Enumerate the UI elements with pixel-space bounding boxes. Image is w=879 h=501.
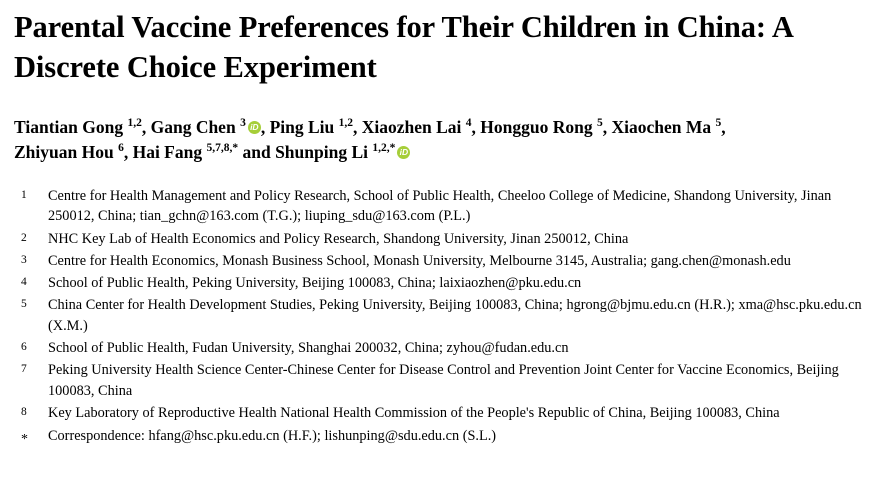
- affiliation-marker: 1: [21, 188, 27, 201]
- author-separator: , Xiaozhen Lai: [353, 117, 466, 138]
- affiliation-marker: 2: [21, 231, 27, 244]
- affiliation-item: [14, 360, 863, 401]
- author-separator: , Gang Chen: [141, 117, 241, 138]
- author-separator: , Hongguo Rong: [471, 117, 597, 138]
- author-list: [14, 115, 863, 165]
- page-title: Parental Vaccine Preferences for Their Children in China: A Discrete Choice Experiment: [14, 10, 793, 84]
- affiliation-item: [14, 295, 863, 336]
- author-affiliation-marker: 1,2: [338, 117, 353, 130]
- affiliation-list: [14, 186, 863, 451]
- author-affiliation-marker: 4: [465, 117, 472, 130]
- correspondence-item: [14, 426, 863, 451]
- affiliation-item: [14, 338, 863, 359]
- affiliation-marker: 4: [21, 276, 27, 289]
- author-separator: , Xiaochen Ma: [602, 117, 716, 138]
- affiliation-text: China Center for Health Development Studies, Peking University, Beijing 100083, China; hgrong@bjmu.edu.cn (H.R.); xma@hsc.pku.edu.cn (X.M.): [48, 297, 862, 334]
- affiliation-text: School of Public Health, Peking University, Beijing 100083, China; laixiaozhen@pku.edu.cn: [48, 275, 582, 292]
- affiliation-marker: 3: [21, 253, 27, 266]
- author-affiliation-marker: 1,2,*: [372, 142, 396, 155]
- affiliation-item: [14, 273, 863, 294]
- author-affiliation-marker: 6: [118, 142, 124, 155]
- affiliation-item: [14, 403, 863, 424]
- author-affiliation-marker: 5: [715, 117, 722, 130]
- author-separator: , Ping Liu: [260, 117, 339, 138]
- orcid-icon[interactable]: [397, 146, 410, 159]
- author-affiliation-marker: 5: [597, 117, 603, 130]
- affiliation-text: Key Laboratory of Reproductive Health National Health Commission of the People's Republic of China, Beijing 100083, China: [48, 405, 780, 422]
- correspondence-marker: *: [21, 431, 28, 447]
- affiliation-item: [14, 251, 863, 272]
- affiliation-marker: 5: [21, 298, 27, 311]
- author-affiliation-marker: 5,7,8,*: [206, 142, 239, 155]
- affiliation-marker: 6: [21, 341, 27, 354]
- affiliation-item: [14, 229, 863, 250]
- author-affiliation-marker: 1,2: [127, 117, 142, 130]
- affiliation-marker: 8: [21, 406, 27, 419]
- author-separator: , Hai Fang: [123, 142, 207, 163]
- affiliation-text: School of Public Health, Fudan University, Shanghai 200032, China; zyhou@fudan.edu.cn: [48, 340, 569, 357]
- author-affiliation-marker: 3: [240, 117, 246, 130]
- affiliation-text: Centre for Health Economics, Monash Business School, Monash University, Melbourne 3145, Australia; gang.chen@monash.edu: [48, 252, 791, 269]
- correspondence-text: Correspondence: hfang@hsc.pku.edu.cn (H.F.); lishunping@sdu.edu.cn (S.L.): [48, 427, 497, 444]
- affiliation-item: [14, 186, 863, 227]
- orcid-icon[interactable]: [248, 121, 261, 134]
- author-name: Tiantian Gong: [14, 117, 128, 138]
- author-name: Zhiyuan Hou: [14, 142, 119, 163]
- affiliation-text: Peking University Health Science Center-Chinese Center for Disease Control and Prevention Joint Center for Vaccine Economics, Beijing 100083, China: [48, 362, 839, 400]
- affiliation-marker: 7: [21, 363, 27, 376]
- affiliation-text: Centre for Health Management and Policy Research, School of Public Health, Cheeloo College of Medicine, Shandong University, Jinan 250012, China; tian_gchn@163.com (T.G.); liuping_sdu@163.com (P.L.): [48, 187, 832, 225]
- affiliation-text: NHC Key Lab of Health Economics and Policy Research, Shandong University, Jinan 250012, China: [48, 230, 629, 247]
- author-separator: ,: [721, 117, 726, 138]
- author-separator: and Shunping Li: [238, 142, 373, 163]
